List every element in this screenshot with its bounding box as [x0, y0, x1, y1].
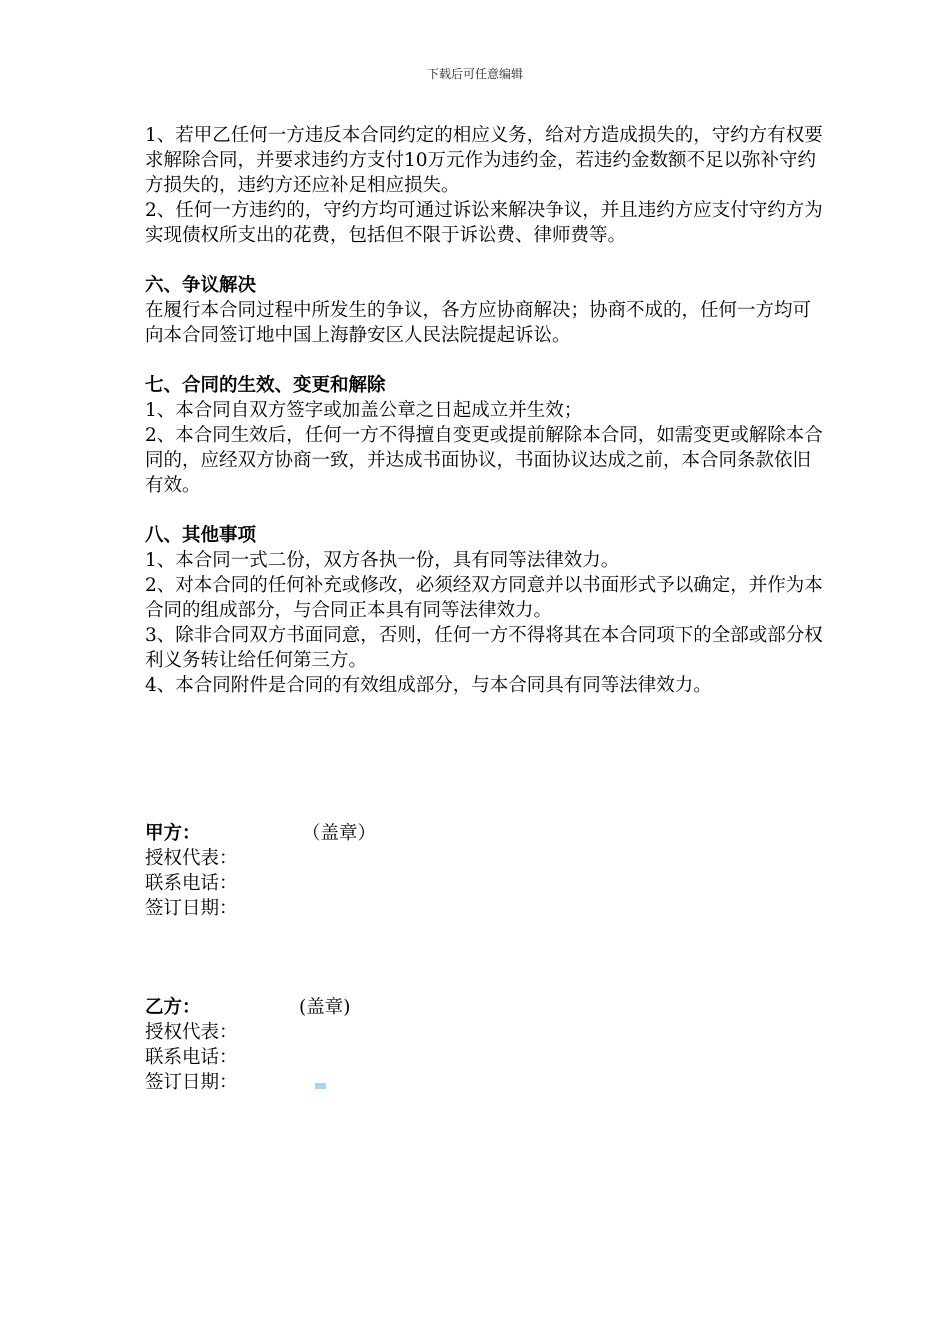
other-clause-4: 4、本合同附件是合同的有效组成部分，与本合同具有同等法律效力。	[145, 675, 712, 696]
section-title-other: 八、其他事项	[145, 525, 257, 546]
breach-clause-1: 1、若甲乙任何一方违反本合同约定的相应义务，给对方造成损失的，守约方有权要求解除合同，并要求违约方支付10万元作为违约金，若违约金数额不足以弥补守约方损失的，违约方还应补足相应损失。	[145, 125, 823, 196]
party-a-date: 签订日期：	[145, 898, 238, 919]
party-a-signature-block	[145, 821, 825, 921]
contract-body	[145, 123, 825, 698]
effectiveness-clause-2: 2、本合同生效后，任何一方不得擅自变更或提前解除本合同，如需变更或解除本合同的，应经双方协商一致，并达成书面协议，书面协议达成之前，本合同条款依旧有效。	[145, 425, 823, 496]
text-cursor-marker	[315, 1083, 326, 1089]
page-header: 下载后可任意编辑	[426, 67, 523, 81]
party-b-signature-block	[145, 995, 825, 1095]
other-clause-3: 3、除非合同双方书面同意，否则，任何一方不得将其在本合同项下的全部或部分权利义务转让给任何第三方。	[145, 625, 823, 671]
party-a-label: 甲方：	[145, 823, 201, 844]
other-clause-2: 2、对本合同的任何补充或修改，必须经双方同意并以书面形式予以确定，并作为本合同的组成部分，与合同正本具有同等法律效力。	[145, 575, 823, 621]
party-b-label: 乙方：	[145, 997, 201, 1018]
section-title-dispute: 六、争议解决	[145, 275, 257, 296]
party-b-rep: 授权代表：	[145, 1022, 238, 1043]
other-clause-1: 1、本合同一式二份，双方各执一份，具有同等法律效力。	[145, 550, 620, 571]
party-b-seal: (盖章)	[299, 997, 351, 1018]
section-title-effectiveness: 七、合同的生效、变更和解除	[145, 375, 386, 396]
effectiveness-clause-1: 1、本合同自双方签字或加盖公章之日起成立并生效；	[145, 400, 583, 421]
party-a-seal: （盖章）	[302, 823, 377, 844]
breach-clause-2: 2、任何一方违约的，守约方均可通过诉讼来解决争议，并且违约方应支付守约方为实现债权所支出的花费，包括但不限于诉讼费、律师费等。	[145, 200, 823, 246]
party-a-phone: 联系电话：	[145, 873, 238, 894]
party-b-date: 签订日期：	[145, 1072, 238, 1093]
party-b-phone: 联系电话：	[145, 1047, 238, 1068]
dispute-clause: 在履行本合同过程中所发生的争议，各方应协商解决；协商不成的，任何一方均可向本合同签订地中国上海静安区人民法院提起诉讼。	[145, 300, 812, 346]
party-a-rep: 授权代表：	[145, 848, 238, 869]
